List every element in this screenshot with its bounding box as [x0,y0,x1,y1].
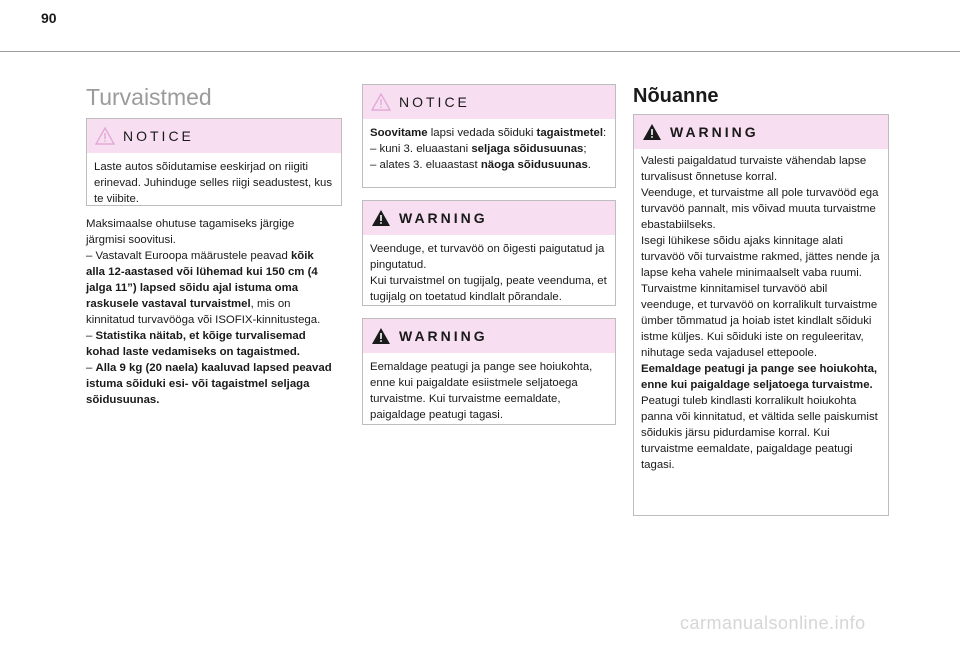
warning-text: Valesti paigaldatud turvaiste vähendab lapse turvalisust õnnetuse korral. Veenduge, et turvaistme all pole turvavööd ega turvavöö pannalt, mis võivad muuta turvaistme ebastabiilseks. Isegi lühikese sõidu ajaks kinnitage alati turvavöö või turvaistme rakmed, jättes nende ja lapse keha vahele minimaalselt vaba ruumi. Turvaistme kinnitamisel turvavöö abil veenduge, et turvavöö on korralikult turvaistme ümber tõmmatud ja hoiab istet kindlalt sõiduki istme küljes. Kui sõiduki iste on reguleeritav, nihutage seda vajadusel ettepoole. Eemaldage peatugi ja pange see hoiukohta, enne kui paigaldage seljatoega turvaistme. Peatugi tuleb kindlasti korralikult hoiukohta panna või kinnitatud, et vältida selle paiskumist sõidukis järsu pidurdamise korral. Kui turvaistme eemaldate, paigaldage peatugi tagasi. [641,155,880,471]
notice-text: Laste autos sõidutamise eeskirjad on riigiti erinevad. Juhinduge selles riigi seadustest, kus te viibite. [94,161,333,205]
top-divider [0,51,960,52]
warning-header [363,319,615,353]
watermark: carmanualsonline.info [680,613,866,633]
body-text [86,216,334,408]
intro-paragraph: Maksimaalse ohutuse tagamiseks järgige järgmisi soovitusi. [86,218,295,246]
notice-box-recommendation [362,84,616,188]
warning-box-advice [633,114,889,516]
notice-box [86,118,342,206]
notice-label: NOTICE [123,128,194,144]
warning-triangle-icon [642,123,662,141]
list-item: – Vastavalt Euroopa määrustele peavad kõik alla 12-aastased või lühemad kui 150 cm (4 jalga 11”) lapsed sõidu ajal istuma oma raskusele vastaval turvaistmel, mis on kinnitatud turvavööga või ISOFIX-kinnitustega. [86,250,321,326]
warning-text: Veenduge, et turvavöö on õigesti paigutatud ja pingutatud. Kui turvaistmel on tugijalg, peate veenduma, et tugijalg on toetatud kindlalt põrandale. [370,243,607,303]
warning-triangle-icon [371,327,391,345]
notice-triangle-icon [371,93,391,111]
notice-header [363,85,615,119]
notice-label: NOTICE [399,94,470,110]
list-item: – Alla 9 kg (20 naela) kaaluvad lapsed peavad istuma sõiduki esi- või tagaistmel seljaga sõidusuunas. [86,362,332,406]
section-title-nouanne: Nõuanne [633,85,719,107]
warning-label: WARNING [399,210,488,226]
warning-box-headrest [362,318,616,425]
page-number: 90 [41,10,57,26]
warning-header [363,201,615,235]
notice-text: Soovitame lapsi vedada sõiduki tagaistmetel: – kuni 3. eluaastani seljaga sõidusuunas; – alates 3. eluaastast näoga sõidusuunas. [370,127,607,171]
warning-header [634,115,888,149]
warning-label: WARNING [399,328,488,344]
warning-box-seatbelt [362,200,616,306]
warning-label: WARNING [670,124,759,140]
notice-triangle-icon [95,127,115,145]
section-title-turvaistmed: Turvaistmed [86,84,212,110]
list-item: – Statistika näitab, et kõige turvalisemad kohad laste vedamiseks on tagaistmed. [86,330,306,358]
warning-text: Eemaldage peatugi ja pange see hoiukohta, enne kui paigaldate esiistmele seljatoega turvaistme. Kui turvaistme eemaldate, paigaldage peatugi tagasi. [370,361,593,421]
notice-header [87,119,341,153]
warning-triangle-icon [371,209,391,227]
